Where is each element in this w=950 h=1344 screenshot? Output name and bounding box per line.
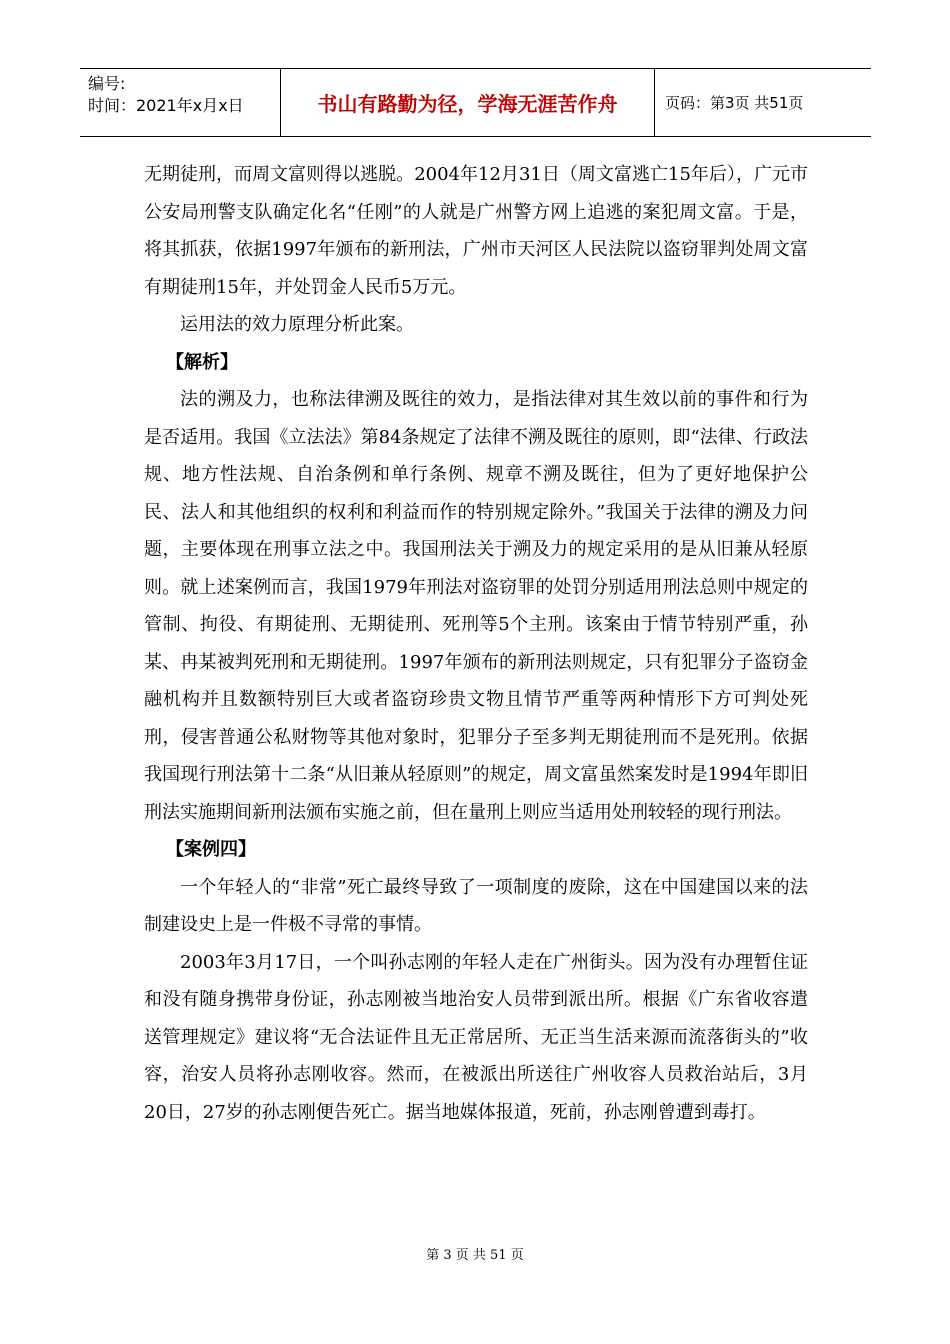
paragraph-case-detail: 2003年3月17日，一个叫孙志刚的年轻人走在广州街头。因为没有办理暂住证和没有随身携带身份证，孙志刚被当地治安人员带到派出所。根据《广东省收容遣送管理规定》建议将“无合法证件且无正常居所、无正当生活来源而流落街头的”收容，治安人员将孙志刚收容。然而，在被派出所送往广州收容人员救治站后，3月20日，27岁的孙志刚便告死亡。据当地媒体报道，死前，孙志刚曾遭到毒打。 — [144, 951, 808, 1123]
paragraph-case-intro: 一个年轻人的“非常”死亡最终导致了一项制度的废除，这在中国建国以来的法制建设史上是一件极不寻常的事情。 — [144, 876, 808, 935]
time-label: 时间：2021年x月x日 — [88, 96, 244, 115]
code-label: 编号: — [88, 74, 126, 93]
document-body — [144, 156, 808, 1131]
page-header — [80, 68, 871, 137]
header-page-info: 页码：第3页 共51页 — [665, 94, 804, 112]
header-meta — [80, 69, 281, 136]
header-motto: 书山有路勤为径，学海无涯苦作舟 — [281, 69, 655, 136]
paragraph-question: 运用法的效力原理分析此案。 — [180, 314, 414, 335]
page-footer: 第 3 页 共 51 页 — [426, 1248, 524, 1263]
paragraph-case-continued: 无期徒刑，而周文富则得以逃脱。2004年12月31日（周文富逃亡15年后），广元市公安局刑警支队确定化名“任刚”的人就是广州警方网上追逃的案犯周文富。于是，将其抓获，依据1997年颁布的新刑法，广州市天河区人民法院以盗窃罪判处周文富有期徒刑15年，并处罚金人民币5万元。 — [144, 164, 808, 298]
heading-case-four: 【案例四】 — [166, 839, 256, 860]
paragraph-analysis: 法的溯及力，也称法律溯及既往的效力，是指法律对其生效以前的事件和行为是否适用。我国《立法法》第84条规定了法律不溯及既往的原则，即“法律、行政法规、地方性法规、自治条例和单行条例、规章不溯及既往，但为了更好地保护公民、法人和其他组织的权利和利益而作的特别规定除外。”我国关于法律的溯及力问题，主要体现在刑事立法之中。我国刑法关于溯及力的规定采用的是从旧兼从轻原则。就上述案例而言，我国1979年刑法对盗窃罪的处罚分别适用刑法总则中规定的管制、拘役、有期徒刑、无期徒刑、死刑等5个主刑。该案由于情节特别严重，孙某、冉某被判死刑和无期徒刑。1997年颁布的新刑法则规定，只有犯罪分子盗窃金融机构并且数额特别巨大或者盗窃珍贵文物且情节严重等两种情形下方可判处死刑，侵害普通公私财物等其他对象时，犯罪分子至多判无期徒刑而不是死刑。依据我国现行刑法第十二条“从旧兼从轻原则”的规定，周文富虽然案发时是1994年即旧刑法实施期间新刑法颁布实施之前，但在量刑上则应当适用处刑较轻的现行刑法。 — [144, 389, 808, 823]
heading-analysis: 【解析】 — [166, 351, 238, 373]
